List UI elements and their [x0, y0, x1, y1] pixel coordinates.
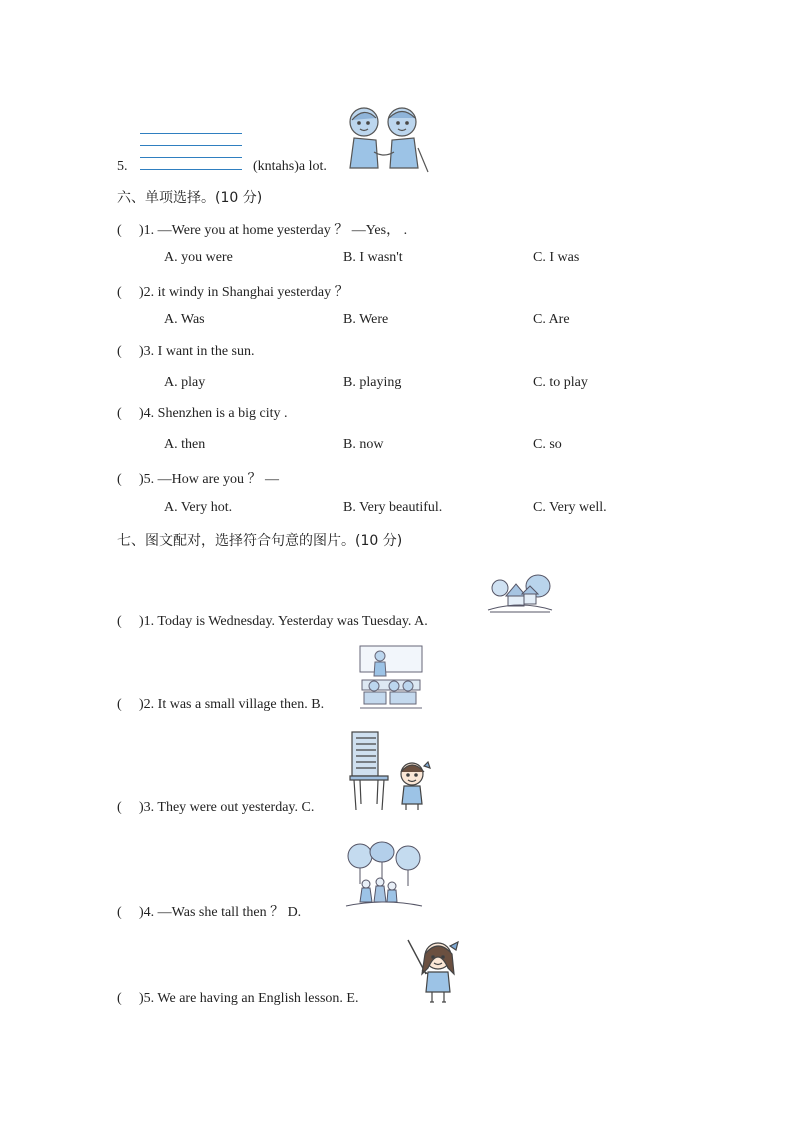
answer-blank[interactable]: (	[117, 344, 122, 359]
writing-line-1[interactable]	[140, 133, 242, 134]
item-text: )5. We are having an English lesson. E.	[139, 991, 359, 1006]
s6-q2-option-a[interactable]: A. Was	[164, 312, 205, 327]
item-text: )4. —Was she tall then ？ D.	[139, 905, 302, 920]
village-picture	[486, 570, 554, 614]
answer-blank[interactable]: (	[117, 905, 122, 920]
question-text: )5. —How are you ？ —	[139, 472, 279, 487]
s6-q3-option-b[interactable]: B. playing	[343, 375, 402, 390]
chair-and-girl-picture	[348, 730, 432, 812]
section7-title: 七、图文配对，选择符合句意的图片。(10 分)	[117, 533, 403, 549]
item5-hint: (kntahs)a lot.	[253, 159, 327, 174]
s6-question-5	[117, 468, 279, 488]
question-text: )3. I want in the sun.	[139, 344, 255, 359]
s6-q5-option-b[interactable]: B. Very beautiful.	[343, 500, 443, 515]
answer-blank[interactable]: (	[117, 223, 122, 238]
s6-q2-option-c[interactable]: C. Are	[533, 312, 570, 327]
classroom-picture	[358, 644, 424, 710]
item5-number: 5.	[117, 159, 128, 174]
answer-blank[interactable]: (	[117, 800, 122, 815]
writing-line-4[interactable]	[140, 169, 242, 170]
s6-q5-option-a[interactable]: A. Very hot.	[164, 500, 233, 515]
s6-q3-option-c[interactable]: C. to play	[533, 375, 588, 390]
kids-handshake-picture	[342, 102, 432, 174]
s6-question-1	[117, 219, 407, 239]
s6-q2-option-b[interactable]: B. Were	[343, 312, 389, 327]
answer-blank[interactable]: (	[117, 406, 122, 421]
writing-line-3[interactable]	[140, 157, 242, 158]
item-text: )2. It was a small village then. B.	[139, 697, 325, 712]
s6-q1-option-c[interactable]: C. I was	[533, 250, 580, 265]
answer-blank[interactable]: (	[117, 614, 122, 629]
girl-with-pointer-picture	[404, 938, 466, 1006]
s6-q1-option-a[interactable]: A. you were	[164, 250, 233, 265]
s7-item-1	[117, 614, 428, 630]
answer-blank[interactable]: (	[117, 472, 122, 487]
s6-q3-option-a[interactable]: A. play	[164, 375, 206, 390]
s6-question-2	[117, 281, 349, 301]
answer-blank[interactable]: (	[117, 991, 122, 1006]
writing-line-2[interactable]	[140, 145, 242, 146]
s6-q1-option-b[interactable]: B. I wasn't	[343, 250, 403, 265]
s6-q4-option-b[interactable]: B. now	[343, 437, 384, 452]
s7-item-3	[117, 800, 314, 816]
s7-item-4	[117, 901, 301, 921]
s7-item-2	[117, 697, 324, 713]
item-text: )3. They were out yesterday. C.	[139, 800, 315, 815]
question-text: )2. it windy in Shanghai yesterday ？	[139, 285, 349, 300]
section6-title: 六、单项选择。(10 分)	[117, 190, 263, 206]
family-outdoors-picture	[344, 840, 424, 910]
s6-question-3	[117, 344, 254, 360]
question-text: )4. Shenzhen is a big city .	[139, 406, 288, 421]
s6-question-4	[117, 406, 288, 422]
answer-blank[interactable]: (	[117, 697, 122, 712]
answer-blank[interactable]: (	[117, 285, 122, 300]
question-text: )1. —Were you at home yesterday ？ —Yes， .	[139, 223, 408, 238]
item-text: )1. Today is Wednesday. Yesterday was Tuesday. A.	[139, 614, 428, 629]
s6-q5-option-c[interactable]: C. Very well.	[533, 500, 607, 515]
s6-q4-option-a[interactable]: A. then	[164, 437, 206, 452]
s6-q4-option-c[interactable]: C. so	[533, 437, 562, 452]
s7-item-5	[117, 991, 358, 1007]
